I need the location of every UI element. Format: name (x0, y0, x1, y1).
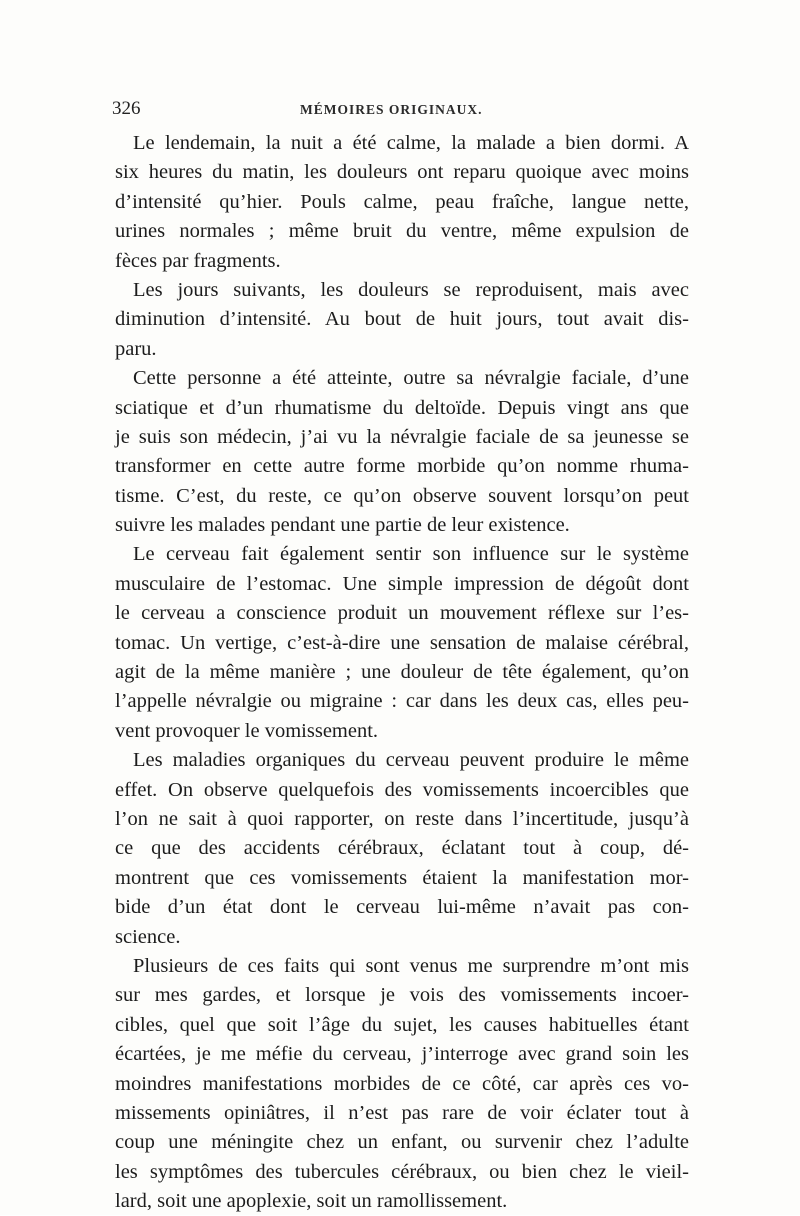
text-line: bide d’un état dont le cerveau lui-même n’avait pas con- (115, 896, 689, 919)
text-line: l’on ne sait à quoi rapporter, on reste dans l’incertitude, jusqu’à (115, 807, 689, 830)
text-line: musculaire de l’estomac. Une simple impression de dégoût dont (115, 572, 689, 595)
text-line: coup une méningite chez un enfant, ou survenir chez l’adulte (115, 1131, 689, 1154)
text-line: Le cerveau fait également sentir son influence sur le système (133, 543, 689, 566)
page-number: 326 (112, 98, 141, 119)
text-line: vent provoquer le vomissement. (115, 719, 379, 742)
text-line: les symptômes des tubercules cérébraux, ou bien chez le vieil- (115, 1160, 689, 1183)
text-line: fèces par fragments. (115, 249, 281, 272)
text-line: cibles, quel que soit l’âge du sujet, les causes habituelles étant (115, 1013, 689, 1036)
text-line: Les maladies organiques du cerveau peuvent produire le même (133, 749, 689, 772)
paragraph (115, 746, 689, 952)
text-line: tisme. C’est, du reste, ce qu’on observe souvent lorsqu’on peut (115, 484, 689, 507)
text-line: six heures du matin, les douleurs ont reparu quoique avec moins (115, 161, 689, 184)
text-line: science. (115, 925, 181, 948)
text-line: Les jours suivants, les douleurs se reproduisent, mais avec (133, 278, 689, 301)
paragraph (115, 540, 689, 746)
paragraph (115, 276, 689, 364)
text-line: suivre les malades pendant une partie de leur existence. (115, 514, 570, 537)
text-line: je suis son médecin, j’ai vu la névralgie faciale de sa jeunesse se (115, 425, 689, 448)
running-head (112, 98, 690, 126)
text-line: Cette personne a été atteinte, outre sa névralgie faciale, d’une (133, 367, 689, 390)
text-line: lard, soit une apoplexie, soit un ramollissement. (115, 1190, 508, 1213)
text-line: transformer en cette autre forme morbide qu’on nomme rhuma- (115, 455, 689, 478)
text-line: le cerveau a conscience produit un mouvement réflexe sur l’es- (115, 602, 689, 625)
text-line: tomac. Un vertige, c’est-à-dire une sensation de malaise cérébral, (115, 631, 689, 654)
text-line: Le lendemain, la nuit a été calme, la malade a bien dormi. A (133, 132, 689, 154)
text-line: paru. (115, 337, 157, 360)
body-text (115, 129, 689, 1216)
running-title: MÉMOIRES ORIGINAUX. (300, 102, 483, 117)
paragraph (115, 952, 689, 1216)
text-line: d’intensité qu’hier. Pouls calme, peau fraîche, langue nette, (115, 190, 689, 213)
text-line: écartées, je me méfie du cerveau, j’interroge avec grand soin les (115, 1043, 689, 1066)
text-line: ce que des accidents cérébraux, éclatant tout à coup, dé- (115, 837, 689, 860)
text-line: moindres manifestations morbides de ce côté, car après ces vo- (115, 1072, 689, 1095)
paragraph (115, 129, 689, 276)
text-line: diminution d’intensité. Au bout de huit jours, tout avait dis- (115, 308, 689, 331)
text-line: montrent que ces vomissements étaient la manifestation mor- (115, 866, 689, 889)
text-line: sur mes gardes, et lorsque je vois des vomissements incoer- (115, 984, 689, 1007)
text-line: Plusieurs de ces faits qui sont venus me surprendre m’ont mis (133, 954, 689, 977)
paragraph (115, 364, 689, 540)
text-line: effet. On observe quelquefois des vomissements incoercibles que (115, 778, 689, 801)
text-line: urines normales ; même bruit du ventre, même expulsion de (115, 220, 689, 243)
text-line: sciatique et d’un rhumatisme du deltoïde. Depuis vingt ans que (115, 396, 689, 419)
text-line: l’appelle névralgie ou migraine : car dans les deux cas, elles peu- (115, 690, 689, 713)
text-line: agit de la même manière ; une douleur de tête également, qu’on (115, 661, 689, 684)
text-line: missements opiniâtres, il n’est pas rare de voir éclater tout à (115, 1101, 689, 1124)
